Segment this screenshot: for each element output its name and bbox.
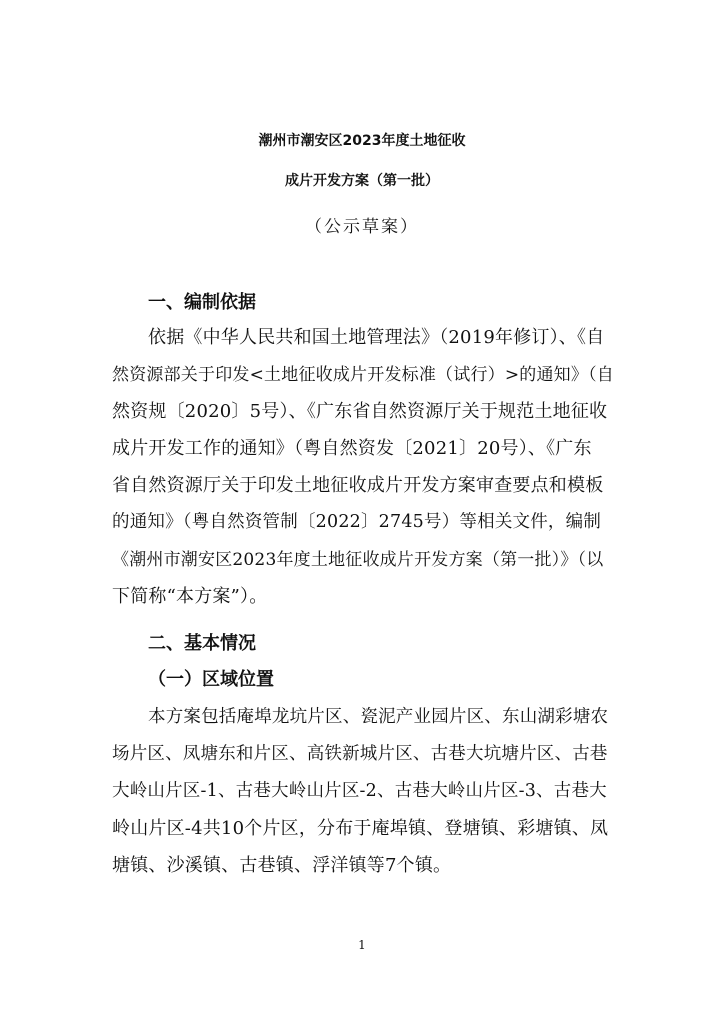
paragraph-line: 下简称“本方案”）。 — [112, 586, 268, 607]
document-subtitle: （公示草案） — [305, 217, 419, 237]
paragraph-line: 然资规〔2020〕5号）、《广东省自然资源厅关于规范土地征收 — [112, 401, 608, 422]
paragraph-line: 本方案包括庵埠龙坑片区、瓷泥产业园片区、东山湖彩塘农 — [148, 707, 609, 727]
page-number: 1 — [358, 938, 366, 952]
paragraph-line: 的通知》（粤自然资管制〔2022〕2745号）等相关文件，编制 — [112, 512, 602, 532]
paragraph-line: 大岭山片区-1、古巷大岭山片区-2、古巷大岭山片区-3、古巷大 — [112, 781, 607, 801]
section-heading-basis: 一、编制依据 — [148, 292, 256, 313]
paragraph-line: 塘镇、沙溪镇、古巷镇、浮洋镇等7个镇。 — [112, 855, 452, 876]
paragraph-line: 依据《中华人民共和国土地管理法》（2019年修订）、《自 — [148, 327, 605, 348]
document-title-line-2: 成片开发方案（第一批） — [285, 173, 439, 189]
section-heading-basic-info: 二、基本情况 — [148, 633, 256, 654]
paragraph-line: 然资源部关于印发<土地征收成片开发标准（试行）>的通知》（自 — [112, 365, 614, 385]
paragraph-line: 成片开发工作的通知》（粤自然资发〔2021〕20号）、《广东 — [112, 438, 592, 459]
paragraph-line: 场片区、凤塘东和片区、高铁新城片区、古巷大坑塘片区、古巷 — [112, 744, 608, 764]
subsection-heading-location: （一）区域位置 — [148, 669, 274, 690]
paragraph-line: 岭山片区-4共10个片区，分布于庵埠镇、登塘镇、彩塘镇、凤 — [112, 818, 609, 839]
paragraph-line: 省自然资源厅关于印发土地征收成片开发方案审查要点和模板 — [112, 475, 604, 496]
document-title-line-1: 潮州市潮安区2023年度土地征收 — [258, 133, 466, 149]
paragraph-line: 《潮州市潮安区2023年度土地征收成片开发方案（第一批）》（以 — [112, 550, 604, 570]
